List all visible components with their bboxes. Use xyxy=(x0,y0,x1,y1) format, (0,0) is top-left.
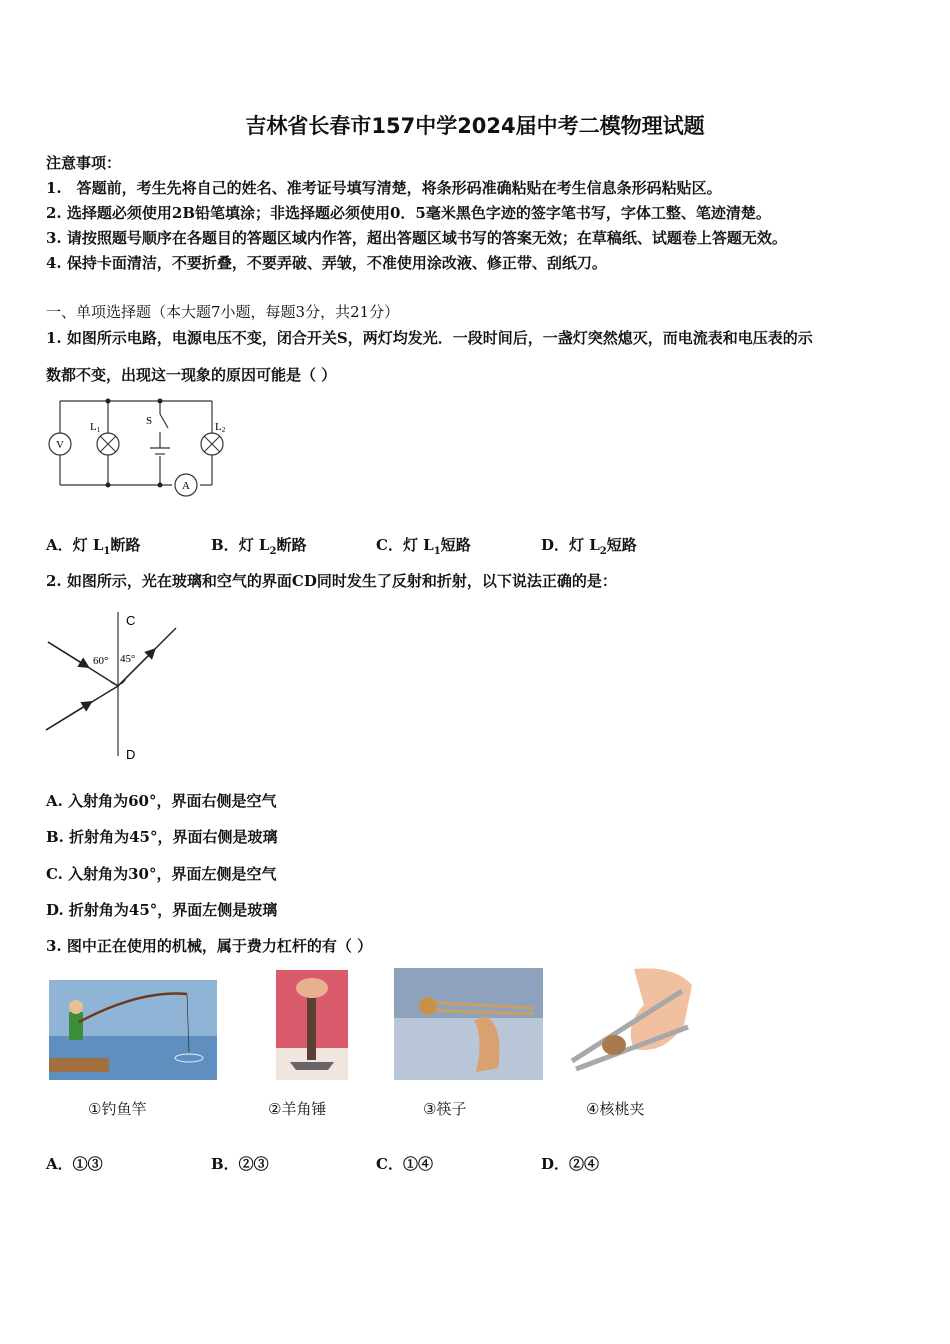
q2-option-c[interactable]: C. 入射角为30°，界面左侧是空气 xyxy=(46,865,277,883)
lamp-l2-icon xyxy=(201,433,223,455)
notes-heading: 注意事项： xyxy=(46,154,122,172)
q1-option-d[interactable]: D．灯 $L_2$短路 xyxy=(541,536,637,557)
q1-circuit-figure xyxy=(40,392,240,504)
fishing-rod-image xyxy=(49,980,217,1080)
lamp-l2-label: L2 xyxy=(215,421,226,434)
q1-option-b[interactable]: B．灯 $L_2$断路 xyxy=(211,536,307,557)
q1-option-a[interactable]: A．灯 $L_1$断路 xyxy=(46,536,141,557)
caption-chopsticks: ③筷子 xyxy=(423,1100,467,1118)
caption-fishing-rod: ①钓鱼竿 xyxy=(88,1100,147,1118)
q1-option-c[interactable]: C．灯 $L_1$短路 xyxy=(376,536,471,557)
angle-label-right: 45° xyxy=(120,653,136,665)
svg-text:A: A xyxy=(182,480,190,492)
q3-option-a[interactable]: A．①③ xyxy=(46,1155,103,1173)
note-item: 3. 请按照题号顺序在各题目的答题区域内作答，超出答题区域书写的答案无效；在草稿纸、试题卷上答题无效。 xyxy=(46,229,787,247)
switch-label: S xyxy=(146,415,153,427)
interface-top-label: C xyxy=(126,613,136,628)
q3-option-d[interactable]: D．②④ xyxy=(541,1155,600,1173)
note-item: 1. 答题前，考生先将自己的姓名、准考证号填写清楚，将条形码准确粘贴在考生信息条形码粘贴区。 xyxy=(46,179,722,197)
nutcracker-image xyxy=(564,965,696,1080)
caption-claw-hammer: ②羊角锤 xyxy=(268,1100,327,1118)
svg-text:V: V xyxy=(56,439,64,451)
q2-stem: 2. 如图所示，光在玻璃和空气的界面CD同时发生了反射和折射，以下说法正确的是： xyxy=(46,572,617,590)
page-title: 吉林省长春市157中学2024届中考二模物理试题 xyxy=(245,114,705,138)
chopsticks-image xyxy=(394,968,543,1080)
q2-option-d[interactable]: D. 折射角为45°，界面左侧是玻璃 xyxy=(46,901,278,919)
q1-stem-line1: 1. 如图所示电路，电源电压不变，闭合开关S，两灯均发光．一段时间后，一盏灯突然熄灭，而电流表和电压表的示 xyxy=(46,329,813,347)
q3-option-c[interactable]: C．①④ xyxy=(376,1155,433,1173)
q2-light-figure xyxy=(40,606,190,766)
section-heading: 一、单项选择题（本大题7小题，每题3分，共21分） xyxy=(46,303,400,321)
angle-label-left: 60° xyxy=(93,655,109,667)
q2-option-b[interactable]: B. 折射角为45°，界面右侧是玻璃 xyxy=(46,828,278,846)
note-item: 4. 保持卡面清洁，不要折叠，不要弄破、弄皱，不准使用涂改液、修正带、刮纸刀。 xyxy=(46,254,607,272)
voltmeter-icon xyxy=(49,433,71,455)
q3-stem: 3. 图中正在使用的机械，属于费力杠杆的有（ ） xyxy=(46,937,373,955)
lamp-l1-label: L1 xyxy=(90,421,101,434)
lamp-l1-icon xyxy=(97,433,119,455)
q1-stem-line2: 数都不变，出现这一现象的原因可能是（ ） xyxy=(46,366,337,384)
q2-option-a[interactable]: A. 入射角为60°，界面右侧是空气 xyxy=(46,792,277,810)
interface-bottom-label: D xyxy=(126,747,136,762)
ammeter-icon xyxy=(175,474,197,496)
claw-hammer-image xyxy=(276,970,348,1080)
q3-option-b[interactable]: B．②③ xyxy=(211,1155,269,1173)
caption-nutcracker: ④核桃夹 xyxy=(586,1100,645,1118)
note-item: 2. 选择题必须使用2B铅笔填涂；非选择题必须使用0．5毫米黑色字迹的签字笔书写，字体工整、笔迹清楚。 xyxy=(46,204,771,222)
